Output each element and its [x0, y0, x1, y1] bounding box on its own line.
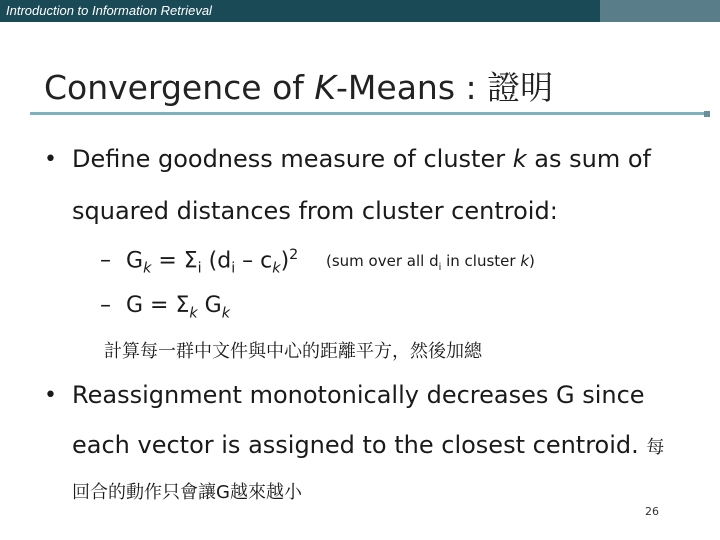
dash-marker: – — [100, 248, 111, 274]
gk-c-sub-k: k — [272, 260, 281, 277]
title-prefix: Convergence of — [44, 68, 315, 107]
sum-note — [326, 252, 535, 273]
g-sub-k: k — [189, 305, 198, 322]
g-mid: G — [197, 293, 222, 318]
header-accent — [600, 0, 720, 22]
slide-title — [44, 62, 553, 109]
title-divider — [30, 112, 705, 115]
bullet-1-text-pre: Define goodness measure of cluster — [72, 145, 513, 173]
gk-g: G — [126, 248, 144, 274]
course-title: Introduction to Information Retrieval — [0, 0, 600, 22]
note-post: ) — [529, 252, 535, 270]
gk-sub-i: i — [197, 260, 202, 277]
title-suffix: -Means : 證明 — [336, 68, 554, 107]
note-mid: in cluster — [441, 252, 521, 270]
gk-minus: – c — [235, 248, 273, 274]
gk-open: (d — [201, 248, 232, 274]
note-pre: (sum over all d — [326, 252, 439, 270]
bullet-2-line-2 — [72, 431, 664, 459]
sub-bullet-g — [100, 293, 230, 321]
bullet-marker: • — [44, 147, 57, 172]
note-sub-i: i — [438, 262, 442, 273]
sub-bullet-gk — [100, 247, 298, 277]
bullet-1-line-2: squared distances from cluster centroid: — [72, 197, 558, 225]
chinese-explanation: 計算每一群中文件與中心的距離平方，然後加總 — [104, 341, 482, 362]
title-k: K — [314, 68, 337, 107]
title-divider-marker — [704, 111, 710, 117]
g-pre: G = Σ — [126, 293, 190, 318]
bullet-1-line-1 — [72, 145, 651, 173]
gk-close: ) — [280, 248, 290, 274]
gk-d-sub-i: i — [231, 260, 236, 277]
dash-marker: – — [100, 293, 111, 318]
bullet-2-line-1: Reassignment monotonically decreases G since — [72, 381, 645, 409]
bullet-2-line-3: 回合的動作只會讓G越來越小 — [72, 482, 302, 503]
bullet-2-cjk: 每 — [646, 437, 665, 458]
bullet-1-text-post: as sum of — [526, 145, 651, 173]
note-k: k — [520, 252, 529, 270]
bullet-2-text: each vector is assigned to the closest centroid. — [72, 431, 647, 459]
g-gk-sub-k: k — [221, 305, 230, 322]
bullet-1-k: k — [512, 145, 527, 173]
gk-sub-k: k — [143, 260, 152, 277]
gk-squared: 2 — [289, 247, 299, 263]
page-number: 26 — [645, 505, 659, 518]
header-bar — [0, 0, 720, 22]
gk-eq: = Σ — [151, 248, 198, 274]
bullet-marker: • — [44, 383, 57, 408]
